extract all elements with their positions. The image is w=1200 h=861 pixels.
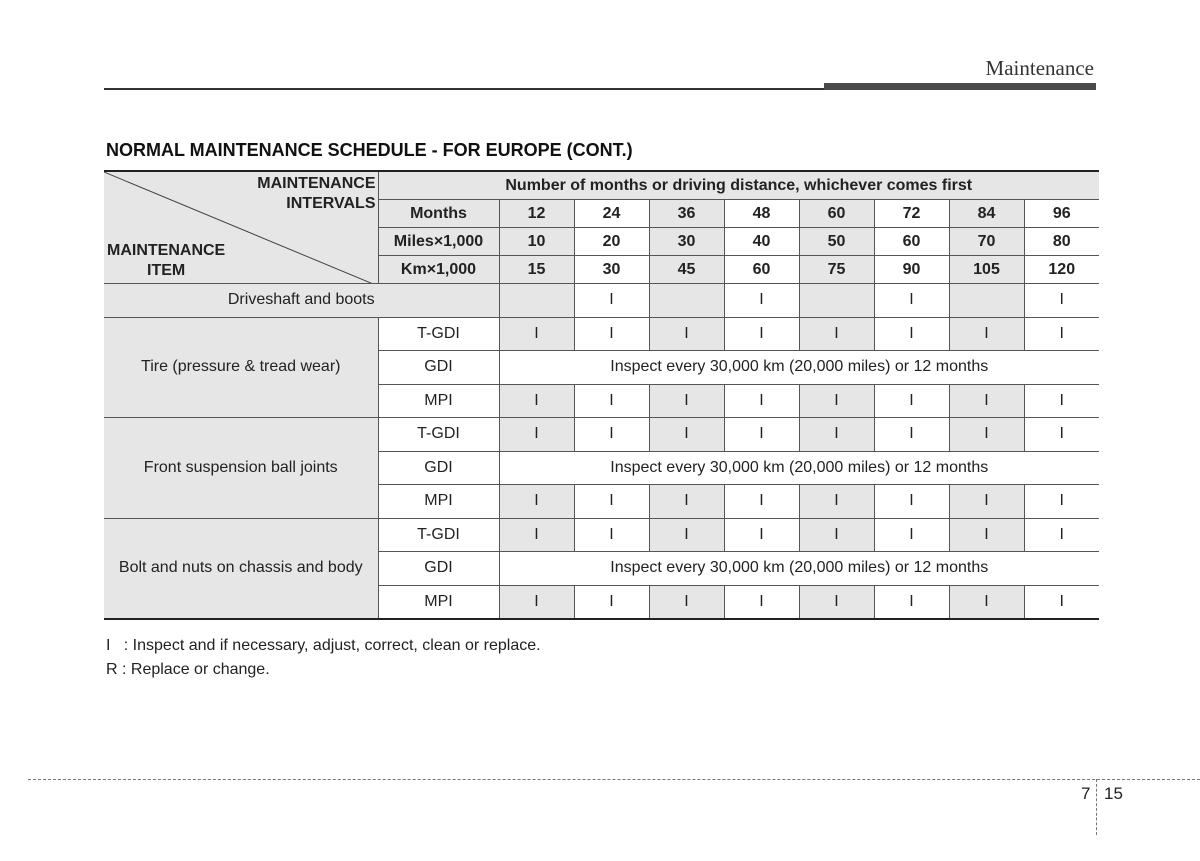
interval-value: 120 [1024, 256, 1099, 284]
table-corner-cell [104, 171, 378, 284]
page-header-title: Maintenance [985, 56, 1094, 80]
interval-value: 20 [574, 228, 649, 256]
item-label-bolts: Bolt and nuts on chassis and body [104, 518, 378, 619]
interval-value: 60 [799, 200, 874, 228]
interval-value: 15 [499, 256, 574, 284]
schedule-cell: I [799, 418, 874, 452]
schedule-cell: I [949, 485, 1024, 519]
maintenance-item-label [107, 241, 225, 281]
schedule-cell: I [1024, 317, 1099, 351]
item-label-line1: MAINTENANCE [107, 242, 226, 259]
interval-value: 75 [799, 256, 874, 284]
page-chapter-number: 7 [1081, 784, 1091, 803]
schedule-cell: I [649, 518, 724, 552]
schedule-cell: I [574, 384, 649, 418]
schedule-cell: I [874, 384, 949, 418]
schedule-cell: I [724, 585, 799, 619]
schedule-cell: I [574, 485, 649, 519]
schedule-cell: I [574, 518, 649, 552]
schedule-cell: I [574, 585, 649, 619]
footer-divider [28, 779, 1200, 780]
unit-label-miles: Miles×1,000 [378, 228, 499, 256]
schedule-cell: I [1024, 485, 1099, 519]
page-number: 15 [1104, 784, 1123, 803]
schedule-cell [799, 284, 874, 318]
interval-value: 40 [724, 228, 799, 256]
table-row-suspension-tgdi [104, 418, 1099, 452]
schedule-cell: I [799, 485, 874, 519]
schedule-cell: I [499, 384, 574, 418]
footnotes [106, 634, 541, 682]
schedule-cell: I [799, 518, 874, 552]
intervals-label-line2: INTERVALS [286, 195, 376, 212]
interval-value: 80 [1024, 228, 1099, 256]
schedule-cell [949, 284, 1024, 318]
interval-value: 96 [1024, 200, 1099, 228]
table-row-bolts-tgdi [104, 518, 1099, 552]
schedule-cell: I [949, 384, 1024, 418]
schedule-cell: I [949, 317, 1024, 351]
footer-page-divider [1096, 779, 1097, 835]
interval-value: 70 [949, 228, 1024, 256]
engine-label: MPI [378, 384, 499, 418]
schedule-cell: I [724, 418, 799, 452]
schedule-cell: I [724, 317, 799, 351]
schedule-cell: I [1024, 418, 1099, 452]
engine-label: T-GDI [378, 518, 499, 552]
interval-value: 84 [949, 200, 1024, 228]
schedule-cell: I [574, 317, 649, 351]
item-label-suspension: Front suspension ball joints [104, 418, 378, 519]
interval-value: 60 [874, 228, 949, 256]
intervals-label-line1: MAINTENANCE [257, 175, 376, 192]
interval-value: 105 [949, 256, 1024, 284]
unit-label-months: Months [378, 200, 499, 228]
schedule-cell: I [724, 485, 799, 519]
interval-value: 30 [649, 228, 724, 256]
interval-value: 10 [499, 228, 574, 256]
interval-value: 30 [574, 256, 649, 284]
schedule-cell: I [799, 585, 874, 619]
interval-value: 90 [874, 256, 949, 284]
maintenance-schedule-table [104, 170, 1099, 620]
interval-value: 50 [799, 228, 874, 256]
interval-value: 36 [649, 200, 724, 228]
schedule-cell: I [874, 485, 949, 519]
table-row-tire-tgdi [104, 317, 1099, 351]
schedule-cell: I [724, 284, 799, 318]
interval-value: 48 [724, 200, 799, 228]
engine-label: GDI [378, 351, 499, 385]
schedule-cell: I [1024, 518, 1099, 552]
maintenance-intervals-label [257, 174, 375, 214]
interval-span-header: Number of months or driving distance, whichever comes first [378, 171, 1099, 200]
engine-label: GDI [378, 552, 499, 586]
interval-value: 45 [649, 256, 724, 284]
schedule-cell: I [949, 518, 1024, 552]
footnote-replace: R : Replace or change. [106, 661, 270, 678]
schedule-cell: I [649, 317, 724, 351]
schedule-cell: I [724, 384, 799, 418]
schedule-cell [499, 284, 574, 318]
schedule-cell: I [949, 585, 1024, 619]
schedule-cell: I [874, 418, 949, 452]
schedule-cell: I [649, 384, 724, 418]
engine-label: MPI [378, 585, 499, 619]
schedule-cell: I [799, 384, 874, 418]
schedule-cell: I [649, 485, 724, 519]
schedule-cell: I [574, 284, 649, 318]
schedule-cell: I [499, 485, 574, 519]
schedule-note: Inspect every 30,000 km (20,000 miles) or 12 months [499, 451, 1099, 485]
schedule-cell: I [499, 585, 574, 619]
header-row-span [104, 171, 1099, 200]
schedule-cell: I [499, 518, 574, 552]
schedule-cell: I [499, 317, 574, 351]
schedule-note: Inspect every 30,000 km (20,000 miles) or 12 months [499, 552, 1099, 586]
schedule-cell: I [874, 284, 949, 318]
header-rule-accent [824, 83, 1096, 90]
schedule-cell: I [574, 418, 649, 452]
schedule-cell [649, 284, 724, 318]
schedule-cell: I [874, 317, 949, 351]
schedule-cell: I [799, 317, 874, 351]
footnote-inspect: I : Inspect and if necessary, adjust, correct, clean or replace. [106, 637, 541, 654]
schedule-cell: I [874, 585, 949, 619]
engine-label: T-GDI [378, 418, 499, 452]
interval-value: 60 [724, 256, 799, 284]
schedule-cell: I [499, 418, 574, 452]
engine-label: T-GDI [378, 317, 499, 351]
schedule-note: Inspect every 30,000 km (20,000 miles) or 12 months [499, 351, 1099, 385]
unit-label-km: Km×1,000 [378, 256, 499, 284]
engine-label: GDI [378, 451, 499, 485]
header-rule [104, 88, 824, 90]
schedule-cell: I [649, 418, 724, 452]
table-row-driveshaft [104, 284, 1099, 318]
interval-value: 72 [874, 200, 949, 228]
section-title: NORMAL MAINTENANCE SCHEDULE - FOR EUROPE (CONT.) [106, 140, 633, 160]
schedule-cell: I [1024, 384, 1099, 418]
schedule-cell: I [1024, 284, 1099, 318]
item-label-line2: ITEM [147, 262, 186, 279]
engine-label: MPI [378, 485, 499, 519]
item-label-tire: Tire (pressure & tread wear) [104, 317, 378, 418]
schedule-cell: I [1024, 585, 1099, 619]
schedule-cell: I [874, 518, 949, 552]
schedule-cell: I [949, 418, 1024, 452]
schedule-cell: I [724, 518, 799, 552]
interval-value: 24 [574, 200, 649, 228]
item-label-driveshaft: Driveshaft and boots [104, 284, 499, 318]
interval-value: 12 [499, 200, 574, 228]
schedule-cell: I [649, 585, 724, 619]
